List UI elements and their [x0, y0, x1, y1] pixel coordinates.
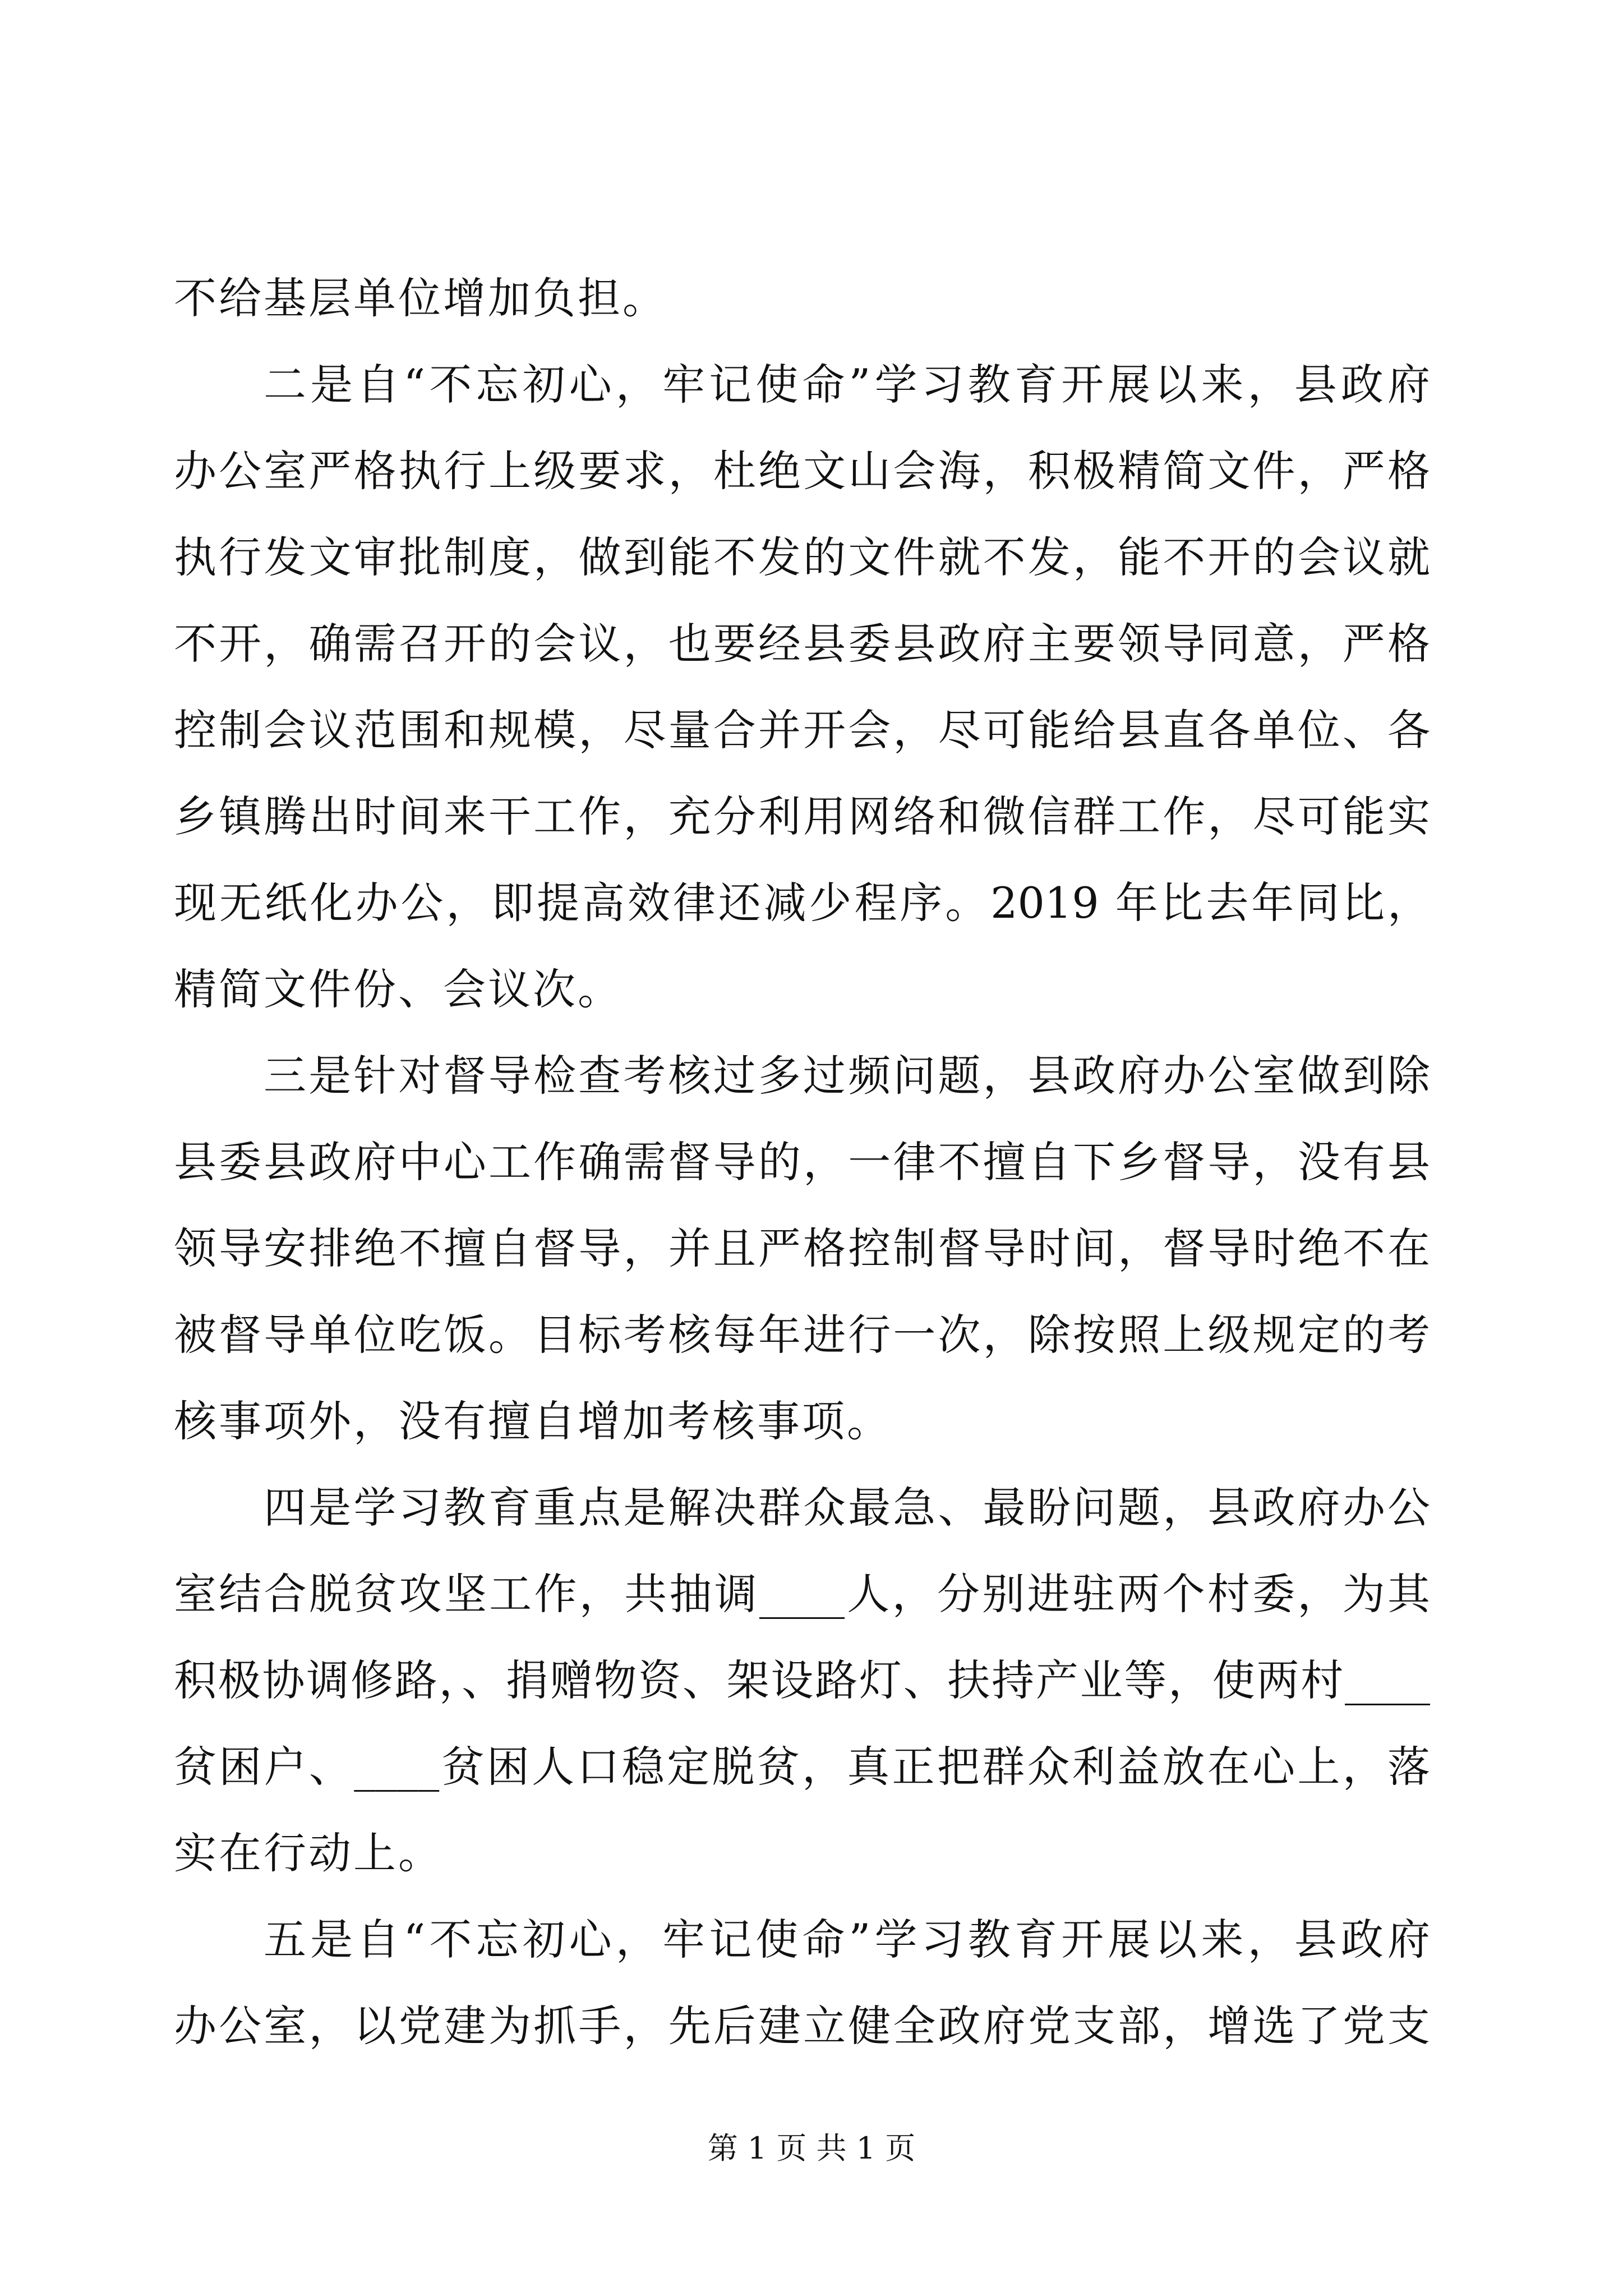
paragraph-line: 办公室，以党建为抓手，先后建立健全政府党支部，增选了党支	[174, 2001, 1430, 2051]
paragraph-three	[174, 1033, 1430, 1465]
paragraph-line: 积极协调修路，、捐赠物资、架设路灯、扶持产业等，使两村____	[174, 1655, 1430, 1705]
paragraph-line: 不开，确需召开的会议，也要经县委县政府主要领导同意，严格	[174, 619, 1430, 669]
paragraph-line: 现无纸化办公，即提高效律还减少程序。2019 年比去年同比，	[174, 878, 1430, 928]
paragraph-line: 领导安排绝不擅自督导，并且严格控制督导时间，督导时绝不在	[174, 1223, 1430, 1273]
paragraph-four	[174, 1465, 1430, 1897]
paragraph-line: 办公室严格执行上级要求，杜绝文山会海，积极精简文件，严格	[174, 446, 1430, 496]
paragraph-line: 核事项外，没有擅自增加考核事项。	[174, 1396, 892, 1446]
paragraph-line: 二是自“不忘初心，牢记使命”学习教育开展以来，县政府	[264, 360, 1430, 409]
paragraph-line: 三是针对督导检查考核过多过频问题，县政府办公室做到除	[264, 1051, 1430, 1101]
paragraph-line: 精简文件份、会议次。	[174, 964, 623, 1014]
paragraph-line: 乡镇腾出时间来干工作，充分利用网络和微信群工作，尽可能实	[174, 792, 1430, 841]
paragraph-line: 执行发文审批制度，做到能不发的文件就不发，能不开的会议就	[174, 532, 1430, 582]
paragraph-line: 不给基层单位增加负担。	[174, 273, 667, 323]
paragraph-line: 被督导单位吃饭。目标考核每年进行一次，除按照上级规定的考	[174, 1310, 1430, 1360]
paragraph-line: 县委县政府中心工作确需督导的，一律不擅自下乡督导，没有县	[174, 1137, 1430, 1187]
paragraph-five	[174, 1897, 1430, 2069]
paragraph-line: 室结合脱贫攻坚工作，共抽调____人，分别进驻两个村委，为其	[174, 1569, 1430, 1619]
paragraph-line: 贫困户、____贫困人口稳定脱贫，真正把群众利益放在心上，落	[174, 1742, 1430, 1792]
page-footer: 第 1 页 共 1 页	[707, 2131, 916, 2166]
paragraph-two	[174, 342, 1430, 1033]
paragraph-line: 控制会议范围和规模，尽量合并开会，尽可能给县直各单位、各	[174, 705, 1430, 755]
paragraph-line: 实在行动上。	[174, 1828, 443, 1878]
paragraph-line: 五是自“不忘初心，牢记使命”学习教育开展以来，县政府	[264, 1915, 1430, 1964]
paragraph-line: 四是学习教育重点是解决群众最急、最盼问题，县政府办公	[264, 1483, 1430, 1533]
document-body	[174, 255, 1430, 2069]
paragraph-continued	[174, 255, 1430, 342]
